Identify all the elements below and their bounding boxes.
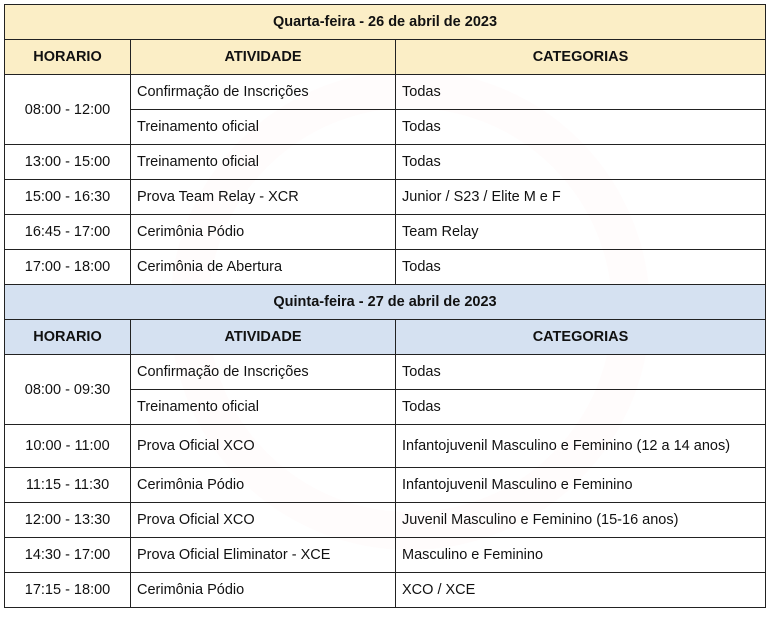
category-cell: Todas — [396, 110, 766, 145]
activity-cell: Confirmação de Inscrições — [131, 355, 396, 390]
table-row — [5, 355, 766, 390]
time-cell: 08:00 - 12:00 — [5, 75, 131, 145]
table-row — [5, 145, 766, 180]
category-cell: Todas — [396, 250, 766, 285]
activity-cell: Cerimônia Pódio — [131, 573, 396, 608]
day-title: Quinta-feira - 27 de abril de 2023 — [5, 285, 766, 320]
header-horario: HORARIO — [5, 320, 131, 355]
time-cell: 17:15 - 18:00 — [5, 573, 131, 608]
category-cell: Juvenil Masculino e Feminino (15-16 anos) — [396, 503, 766, 538]
category-cell: Todas — [396, 145, 766, 180]
activity-cell: Cerimônia Pódio — [131, 215, 396, 250]
category-cell: Todas — [396, 355, 766, 390]
header-categorias: CATEGORIAS — [396, 320, 766, 355]
activity-cell: Cerimônia Pódio — [131, 468, 396, 503]
time-cell: 10:00 - 11:00 — [5, 425, 131, 468]
time-cell: 08:00 - 09:30 — [5, 355, 131, 425]
time-cell: 15:00 - 16:30 — [5, 180, 131, 215]
activity-cell: Prova Team Relay - XCR — [131, 180, 396, 215]
category-cell: Masculino e Feminino — [396, 538, 766, 573]
header-atividade: ATIVIDADE — [131, 40, 396, 75]
time-cell: 11:15 - 11:30 — [5, 468, 131, 503]
header-horario: HORARIO — [5, 40, 131, 75]
category-cell: Infantojuvenil Masculino e Feminino — [396, 468, 766, 503]
header-atividade: ATIVIDADE — [131, 320, 396, 355]
table-row — [5, 503, 766, 538]
header-categorias: CATEGORIAS — [396, 40, 766, 75]
day-title-row — [5, 285, 766, 320]
activity-cell: Treinamento oficial — [131, 145, 396, 180]
day-title: Quarta-feira - 26 de abril de 2023 — [5, 5, 766, 40]
activity-cell: Cerimônia de Abertura — [131, 250, 396, 285]
activity-cell: Treinamento oficial — [131, 390, 396, 425]
time-cell: 14:30 - 17:00 — [5, 538, 131, 573]
activity-cell: Prova Oficial Eliminator - XCE — [131, 538, 396, 573]
category-cell: Todas — [396, 75, 766, 110]
activity-cell: Prova Oficial XCO — [131, 503, 396, 538]
day-title-row — [5, 5, 766, 40]
schedule-document — [4, 4, 765, 608]
schedule-table — [4, 4, 766, 608]
category-cell: Team Relay — [396, 215, 766, 250]
time-cell: 17:00 - 18:00 — [5, 250, 131, 285]
category-cell: Todas — [396, 390, 766, 425]
activity-cell: Confirmação de Inscrições — [131, 75, 396, 110]
table-row — [5, 75, 766, 110]
table-row — [5, 425, 766, 468]
category-cell: XCO / XCE — [396, 573, 766, 608]
table-row — [5, 538, 766, 573]
table-row — [5, 468, 766, 503]
table-row — [5, 180, 766, 215]
table-row — [5, 250, 766, 285]
time-cell: 12:00 - 13:30 — [5, 503, 131, 538]
time-cell: 13:00 - 15:00 — [5, 145, 131, 180]
header-row — [5, 40, 766, 75]
header-row — [5, 320, 766, 355]
time-cell: 16:45 - 17:00 — [5, 215, 131, 250]
table-row — [5, 573, 766, 608]
activity-cell: Treinamento oficial — [131, 110, 396, 145]
table-row — [5, 215, 766, 250]
activity-cell: Prova Oficial XCO — [131, 425, 396, 468]
category-cell: Infantojuvenil Masculino e Feminino (12 a 14 anos) — [396, 425, 766, 468]
category-cell: Junior / S23 / Elite M e F — [396, 180, 766, 215]
